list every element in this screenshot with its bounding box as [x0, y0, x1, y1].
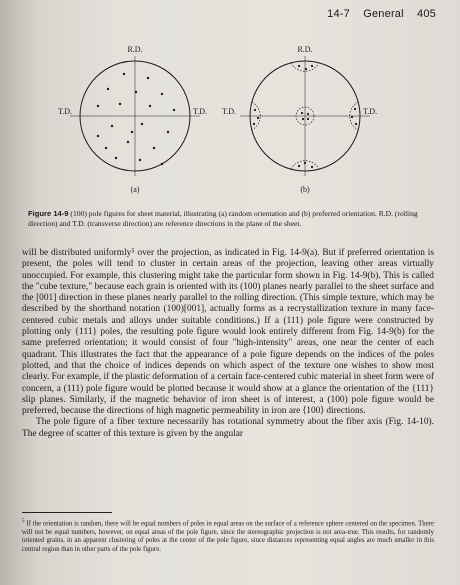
figure-caption: [28, 209, 428, 228]
caption-text: (100) pole figures for sheet material, illustrating (a) random orientation and (b) preferred orientation. R.D. (rolling direction) and T.D. (transverse direction) are reference directions in the plane of the sheet.: [28, 209, 418, 228]
page-number: 405: [417, 8, 436, 20]
random-poles: [97, 73, 175, 165]
paragraph-2: The pole figure of a fiber texture necessarily has rotational symmetry about the fiber axis (Fig. 14-10). The degree of scatter of this texture is given by the angular: [22, 417, 434, 439]
paragraph-1: will be distributed uniformly⁵ over the projection, as indicated in Fig. 14-9(a). But if preferred orientation is present, the poles will tend to cluster in certain areas of the projection, leaving other areas virtually unoccupied. For example, this clustering might take the particular form shown in Fig. 14-9(b). This is called the "cube texture," because each grain is oriented with its (100) planes nearly parallel to the sheet surface and the [001] direction in these planes nearly parallel to the rolling direction. (This simple texture, which may be described by the shorthand notation (100)[001], actually forms as a recrystallization texture in many face-centered cubic metals and alloys under suitable conditions.) If a (111) pole figure were constructed by plotting only {111} poles, the resulting pole figure would look entirely different from Fig. 14-9(b) for the same preferred orientation; it would consist of four "high-intensity" areas, one near the center of each quadrant. This illustrates the fact that the appearance of a pole figure depends on the indices of the poles plotted, and that the choice of indices depends on which aspect of the texture one wishes to show most clearly. For example, if the plastic deformation of a certain face-centered cubic material in sheet form were of concern, a (111) pole figure would be plotted because it would show at a glance the orientation of the {111} slip planes. Similarly, if the magnetic behavior of iron sheet is of interest, a (100) pole figure would be preferred, because the directions of high magnetic permeability in iron are ⟨100⟩ directions.: [22, 248, 434, 417]
figure-14-9: [50, 36, 390, 206]
rd-label-b: R.D.: [297, 45, 313, 54]
rd-label-a: R.D.: [127, 45, 143, 54]
pole-figure-a: [58, 45, 207, 194]
pole-figure-diagram: [50, 36, 390, 206]
footnote: [22, 518, 434, 555]
td-label-a-left: T.D.: [58, 107, 73, 116]
pole-figure-b: [222, 45, 377, 194]
running-head: [317, 8, 436, 20]
footnote-rule: [22, 512, 112, 513]
td-label-b-left: T.D.: [222, 107, 237, 116]
footnote-text: If the orientation is random, there will be equal numbers of poles in equal areas on the surface of a reference sphere centered on the specimen. There will not be equal numbers, however, on equal areas of the pole figure, since the stereographic projection is not area-true. This results, for randomly oriented grains, in an apparent clustering of poles at the center of the pole figure, since distances representing equal angles are much smaller in this central region than in other parts of the pole figure.: [22, 520, 434, 554]
td-label-b-right: T.D.: [363, 107, 378, 116]
td-label-a-right: T.D.: [193, 107, 208, 116]
caption-label: Figure 14-9: [28, 209, 69, 218]
panel-b-label: (b): [300, 185, 310, 194]
footnote-marker: 5: [22, 519, 25, 524]
section-title: General: [363, 8, 404, 20]
body-text: [22, 248, 434, 440]
panel-a-label: (a): [130, 185, 140, 194]
section-number: 14-7: [327, 8, 350, 20]
